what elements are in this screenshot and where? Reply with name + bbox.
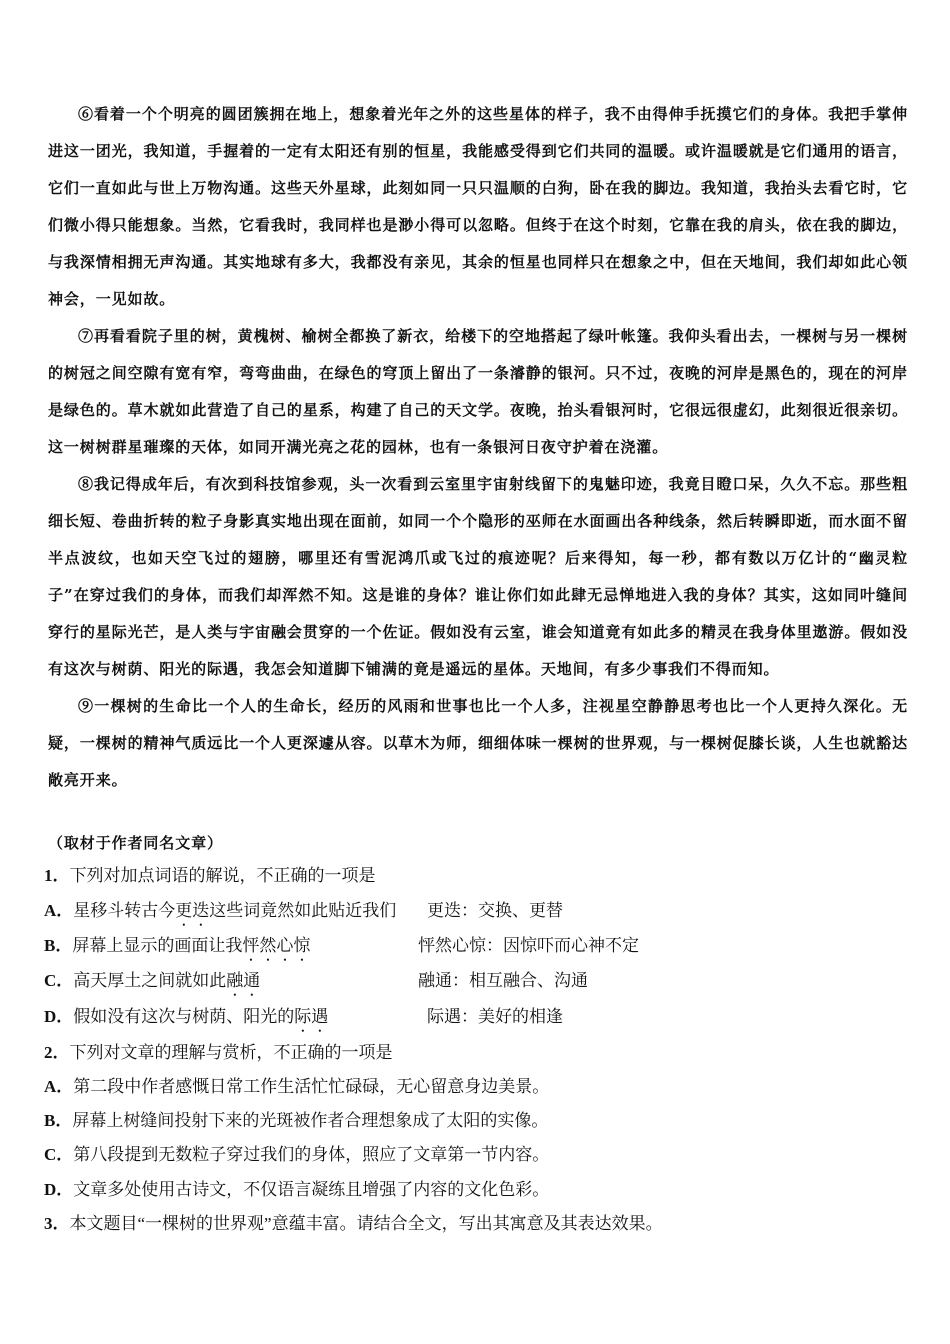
option-letter: C．	[44, 1145, 74, 1164]
option-letter: A．	[44, 901, 74, 920]
q1-option-d	[44, 1002, 924, 1032]
term-explanation: 融通：相互融合、沟通	[418, 971, 588, 990]
option-text-pre: 屏幕上显示的画面让我	[72, 936, 243, 955]
dotted-term: 怦然心惊	[242, 936, 311, 955]
term-explanation: 更迭：交换、更替	[427, 901, 563, 920]
dotted-term: 融通	[226, 971, 261, 990]
paragraph-7: ⑦再看看院子里的树，黄槐树、榆树全都换了新衣，给楼下的空地搭起了绿叶帐篷。我仰头看出去，一棵树与另一棵树的树冠之间空隙有宽有窄，弯弯曲曲，在绿色的穹顶上留出了一条濬静的银河。只不过，夜晚的河岸是黑色的，现在的河岸是绿色的。草木就如此营造了自己的星系，构建了自己的天文学。夜晚，抬头看银河时，它很远很虚幻，此刻很近很亲切。这一树树群星璀璨的天体，如同开满光亮之花的园林，也有一条银河日夜守护着在浇灌。	[48, 327, 908, 456]
question-2-stem	[44, 1038, 924, 1068]
term-explanation: 怦然心惊：因惊吓而心神不定	[418, 936, 639, 955]
q2-option-c	[44, 1140, 924, 1170]
q2-option-a	[44, 1072, 924, 1102]
source-note: （取材于作者同名文章）	[48, 834, 223, 852]
dotted-term: 更迭	[175, 901, 210, 920]
question-number: 1．	[44, 866, 70, 885]
q1-option-a	[44, 896, 924, 926]
option-letter: D．	[44, 1007, 74, 1026]
paragraph-9: ⑨一棵树的生命比一个人的生命长，经历的风雨和世事也比一个人多，注视星空静静思考也比一个人更持久深化。无疑，一棵树的精神气质远比一个人更深遽从容。以草木为师，细细体味一棵树的世界观，与一棵树促膝长谈，人生也就豁达敞亮开来。	[48, 697, 908, 789]
option-text-pre: 星移斗转古今	[73, 901, 176, 920]
option-text: 文章多处使用古诗文，不仅语言凝练且增强了内容的文化色彩。	[73, 1180, 550, 1199]
question-number: 2．	[44, 1043, 70, 1062]
option-text: 第二段中作者感慨日常工作生活忙忙碌碌，无心留意身边美景。	[73, 1077, 550, 1096]
paragraph-8: ⑧我记得成年后，有次到科技馆参观，头一次看到云室里宇宙射线留下的鬼魅印迹，我竟目瞪口呆，久久不忘。那些粗细长短、卷曲折转的粒子身影真实地出现在面前，如同一个个隐形的巫师在水面画出各种线条，然后转瞬即逝，而水面不留半点波纹，也如天空飞过的翅膀，哪里还有雪泥鸿爪或飞过的痕迹呢？后来得知，每一秒，都有数以万亿计的“幽灵粒子”在穿过我们的身体，而我们却浑然不知。这是谁的身体？谁让你们如此肆无忌惮地进入我的身体？其实，这如同叶缝间穿行的星际光芒，是人类与宇宙融会贯穿的一个佐证。假如没有云室，谁会知道竟有如此多的精灵在我身体里遨游。假如没有这次与树荫、阳光的际遇，我怎会知道脚下铺满的竟是遥远的星体。天地间，有多少事我们不得而知。	[48, 475, 908, 678]
option-letter: B．	[44, 936, 73, 955]
option-letter: C．	[44, 971, 74, 990]
dotted-term: 际遇	[294, 1007, 329, 1026]
question-text: 下列对加点词语的解说，不正确的一项是	[69, 866, 376, 885]
option-letter: D．	[44, 1180, 74, 1199]
question-number: 3．	[44, 1214, 70, 1233]
q2-option-d	[44, 1175, 924, 1205]
option-letter: A．	[44, 1077, 74, 1096]
q1-option-c	[44, 966, 924, 996]
question-text: 本文题目“一棵树的世界观”意蕴丰富。请结合全文，写出其寓意及其表达效果。	[69, 1214, 663, 1233]
option-text: 屏幕上树缝间投射下来的光斑被作者合理想象成了太阳的实像。	[72, 1111, 549, 1130]
question-3-stem	[44, 1209, 924, 1239]
option-letter: B．	[44, 1111, 73, 1130]
question-1-stem	[44, 861, 924, 891]
option-text-pre: 假如没有这次与树荫、阳光的	[73, 1007, 295, 1026]
term-explanation: 际遇：美好的相逢	[427, 1007, 563, 1026]
reading-passage	[48, 96, 908, 799]
option-text-post: 这些词竟然如此贴近我们	[209, 901, 397, 920]
option-text: 第八段提到无数粒子穿过我们的身体，照应了文章第一节内容。	[73, 1145, 550, 1164]
paragraph-6: ⑥看着一个个明亮的圆团簇拥在地上，想象着光年之外的这些星体的样子，我不由得伸手抚摸它们的身体。我把手掌伸进这一团光，我知道，手握着的一定有太阳还有别的恒星，我能感受得到它们共同的温暖。或许温暖就是它们通用的语言，它们一直如此与世上万物沟通。这些天外星球，此刻如同一只只温顺的白狗，卧在我的脚边。我知道，我抬头去看它时，它们微小得只能想象。当然，它看我时，我同样也是渺小得可以忽略。但终于在这个时刻，它靠在我的肩头，依在我的脚边，与我深情相拥无声沟通。其实地球有多大，我都没有亲见，其余的恒星也同样只在想象之中，但在天地间，我们却如此心领神会，一见如故。	[48, 105, 908, 308]
question-text: 下列对文章的理解与赏析，不正确的一项是	[69, 1043, 393, 1062]
q1-option-b	[44, 931, 924, 961]
option-text-pre: 高天厚土之间就如此	[73, 971, 227, 990]
q2-option-b	[44, 1106, 924, 1136]
